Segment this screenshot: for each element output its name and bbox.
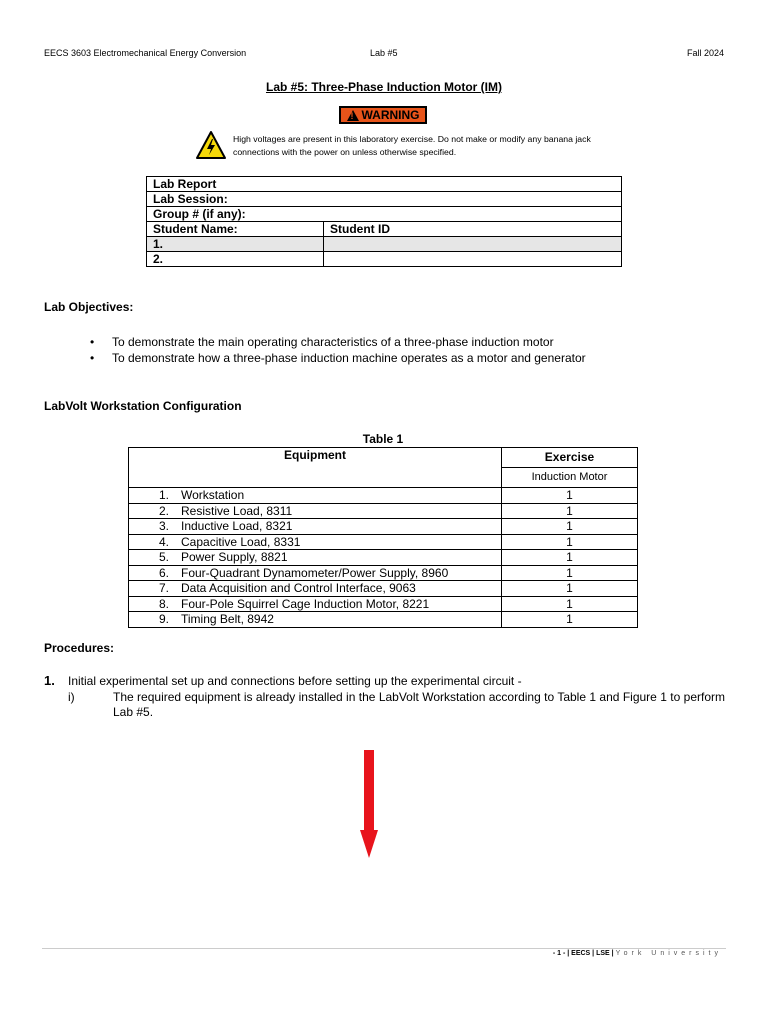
lab-report-label: Lab Report [147,177,622,192]
equipment-name: Four-Pole Squirrel Cage Induction Motor, 8221 [177,596,502,612]
exercise-header: Exercise [502,448,638,468]
row-number: 8. [129,596,178,612]
table-caption: Table 1 [362,432,404,446]
footer-divider [42,948,726,949]
lab-report-table [146,176,622,267]
equipment-qty: 1 [502,550,638,566]
equipment-qty: 1 [502,503,638,519]
equipment-name: Capacitive Load, 8331 [177,534,502,550]
footer-university: York University [615,950,722,957]
equipment-qty: 1 [502,596,638,612]
row-number: 3. [129,519,178,535]
table-row [129,503,638,519]
table-row [129,534,638,550]
header-lab: Lab #5 [370,48,398,58]
student-name-header: Student Name: [147,222,324,237]
row-number: 6. [129,565,178,581]
equipment-name: Resistive Load, 8311 [177,503,502,519]
header-course: EECS 3603 Electromechanical Energy Conversion [44,48,247,58]
student-id-header: Student ID [324,222,622,237]
equipment-qty: 1 [502,488,638,504]
student-row-1: 1. [147,237,324,252]
config-heading: LabVolt Workstation Configuration [44,399,242,413]
warning-label: WARNING [361,108,420,122]
student-id-2 [324,252,622,267]
table-row [129,612,638,628]
group-label: Group # (if any): [147,207,622,222]
equipment-name: Four-Quadrant Dynamometer/Power Supply, 8960 [177,565,502,581]
equipment-qty: 1 [502,612,638,628]
table-row [129,596,638,612]
list-item: • To demonstrate the main operating characteristics of a three-phase induction motor [90,334,586,350]
equipment-name: Power Supply, 8821 [177,550,502,566]
equipment-qty: 1 [502,565,638,581]
substep-label: i) [68,690,75,704]
warning-triangle-icon: ! [347,110,359,121]
equipment-qty: 1 [502,519,638,535]
student-row-2: 2. [147,252,324,267]
objectives-list [90,334,586,366]
down-arrow-icon [360,750,380,860]
lab-session-label: Lab Session: [147,192,622,207]
table-row [129,519,638,535]
equipment-qty: 1 [502,581,638,597]
substep-text: The required equipment is already installed in the LabVolt Workstation according to Table 1 and Figure 1 to perform Lab #5. [113,690,725,719]
step-number: 1. [44,673,55,688]
equipment-table [128,447,638,628]
procedures-heading: Procedures: [44,641,115,655]
row-number: 9. [129,612,178,628]
page-title: Lab #5: Three-Phase Induction Motor (IM) [265,80,502,94]
row-number: 7. [129,581,178,597]
row-number: 2. [129,503,178,519]
induction-motor-header: Induction Motor [502,468,638,488]
row-number: 4. [129,534,178,550]
student-id-1 [324,237,622,252]
equipment-name: Data Acquisition and Control Interface, 9063 [177,581,502,597]
list-item: • To demonstrate how a three-phase induction machine operates as a motor and generator [90,350,586,366]
footer [553,950,722,957]
table-row [129,550,638,566]
warning-text: High voltages are present in this laboratory exercise. Do not make or modify any banana jack connections with the power on unless otherwise specified. [233,134,591,157]
step-text: Initial experimental set up and connections before setting up the experimental circuit - [68,674,522,688]
table-row [129,565,638,581]
warning-badge [339,106,427,124]
table-row [129,581,638,597]
equipment-name: Timing Belt, 8942 [177,612,502,628]
equipment-header: Equipment [129,448,502,488]
header-term: Fall 2024 [686,48,724,58]
high-voltage-icon [195,130,227,160]
equipment-name: Inductive Load, 8321 [177,519,502,535]
table-row [129,488,638,504]
row-number: 5. [129,550,178,566]
equipment-name: Workstation [177,488,502,504]
footer-page: - 1 - | EECS | LSE | [552,950,614,957]
row-number: 1. [129,488,178,504]
equipment-qty: 1 [502,534,638,550]
objectives-heading: Lab Objectives: [44,300,134,314]
